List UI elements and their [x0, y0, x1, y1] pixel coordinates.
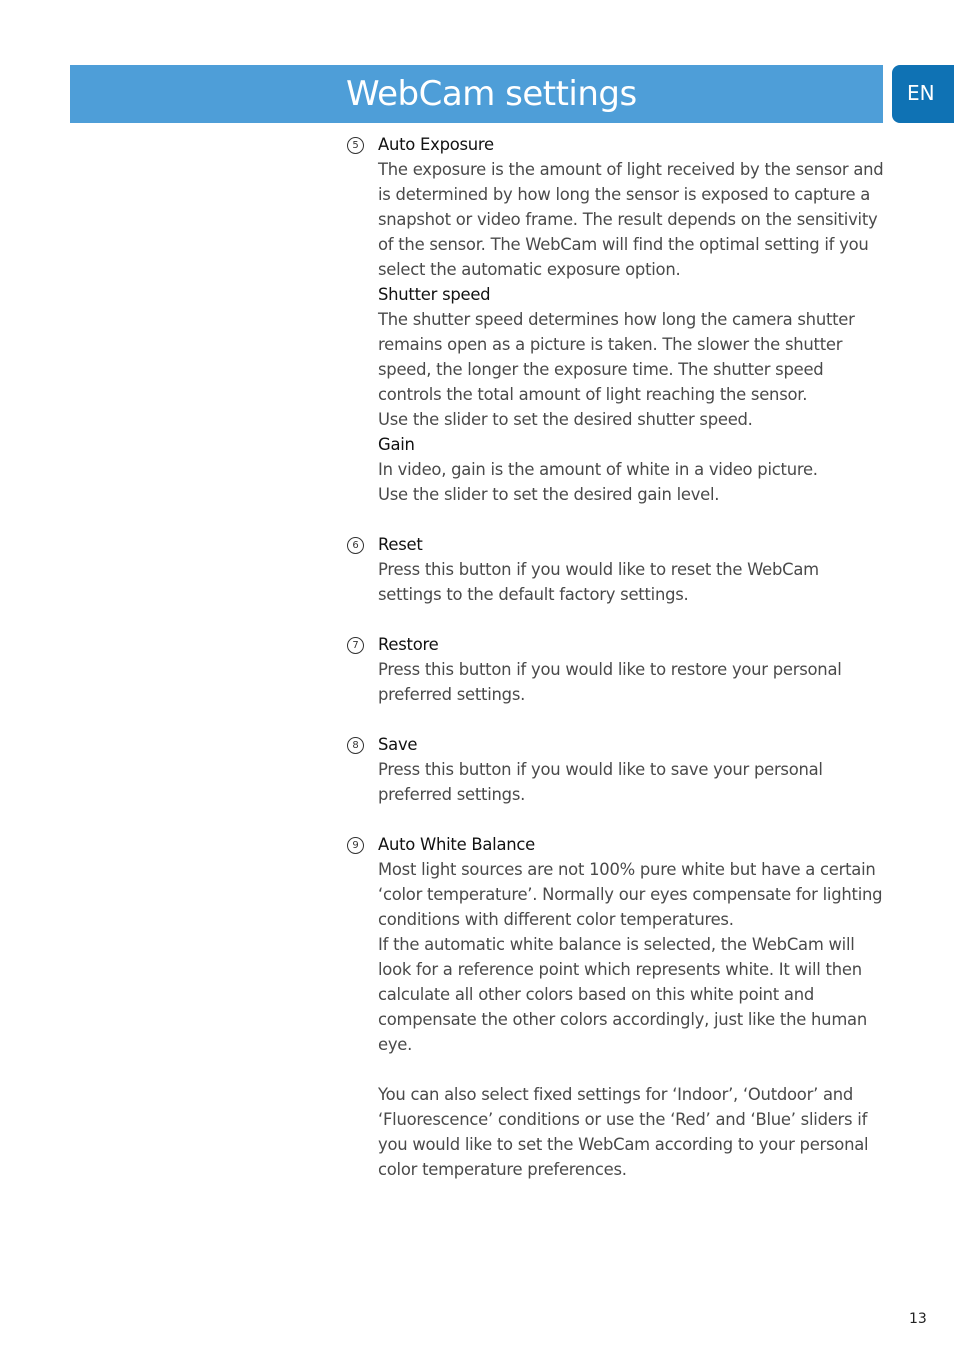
- section-save: [345, 732, 885, 807]
- section-paragraph: You can also select fixed settings for ‘Indoor’, ‘Outdoor’ and ‘Fluorescence’ conditions or use the ‘Red’ and ‘Blue’ sliders if you would like to set the WebCam according to your personal color temperature preferences.: [378, 1085, 869, 1179]
- section-heading: Reset: [378, 535, 423, 554]
- spacer: [345, 807, 885, 832]
- section-paragraph: Use the slider to set the desired gain level.: [378, 485, 720, 504]
- spacer: [345, 607, 885, 632]
- page-number: 13: [909, 1311, 927, 1327]
- section-paragraph: In video, gain is the amount of white in a video picture.: [378, 460, 818, 479]
- item-number-badge: 5: [347, 137, 364, 154]
- section-paragraph: Use the slider to set the desired shutter speed.: [378, 410, 753, 429]
- subsection-heading-shutter-speed: Shutter speed: [378, 285, 491, 304]
- section-heading: Auto Exposure: [378, 135, 494, 154]
- item-number-badge: 9: [347, 837, 364, 854]
- section-paragraph: The shutter speed determines how long the camera shutter remains open as a picture is taken. The slower the shutter speed, the longer the exposure time. The shutter speed controls the total amount of light reaching the sensor.: [378, 310, 855, 404]
- section-heading: Save: [378, 735, 418, 754]
- item-number-badge: 7: [347, 637, 364, 654]
- spacer: [378, 1057, 885, 1082]
- section-paragraph: Press this button if you would like to save your personal preferred settings.: [378, 760, 823, 804]
- spacer: [345, 707, 885, 732]
- section-paragraph: Press this button if you would like to reset the WebCam settings to the default factory settings.: [378, 560, 819, 604]
- section-restore: [345, 632, 885, 707]
- section-paragraph: Most light sources are not 100% pure white but have a certain ‘color temperature’. Normally our eyes compensate for lighting conditions with different color temperatures.: [378, 860, 883, 929]
- section-paragraph: If the automatic white balance is selected, the WebCam will look for a reference point which represents white. It will then calculate all other colors based on this white point and compensate the other colors accordingly, just like the human eye.: [378, 935, 867, 1054]
- content-column: [345, 132, 885, 1182]
- spacer: [345, 507, 885, 532]
- header-bar: [70, 65, 883, 123]
- item-number-badge: 6: [347, 537, 364, 554]
- section-heading: Restore: [378, 635, 439, 654]
- section-paragraph: Press this button if you would like to restore your personal preferred settings.: [378, 660, 842, 704]
- section-reset: [345, 532, 885, 607]
- subsection-heading-gain: Gain: [378, 435, 415, 454]
- section-paragraph: The exposure is the amount of light received by the sensor and is determined by how long the sensor is exposed to capture a snapshot or video frame. The result depends on the sensitivity of the sensor. The WebCam will find the optimal setting if you select the automatic exposure option.: [378, 160, 884, 279]
- section-auto-white-balance: [345, 832, 885, 1182]
- language-tab: [892, 65, 954, 123]
- section-auto-exposure: [345, 132, 885, 507]
- page-title: WebCam settings: [346, 74, 637, 114]
- section-heading: Auto White Balance: [378, 835, 536, 854]
- item-number-badge: 8: [347, 737, 364, 754]
- language-label: EN: [907, 81, 935, 105]
